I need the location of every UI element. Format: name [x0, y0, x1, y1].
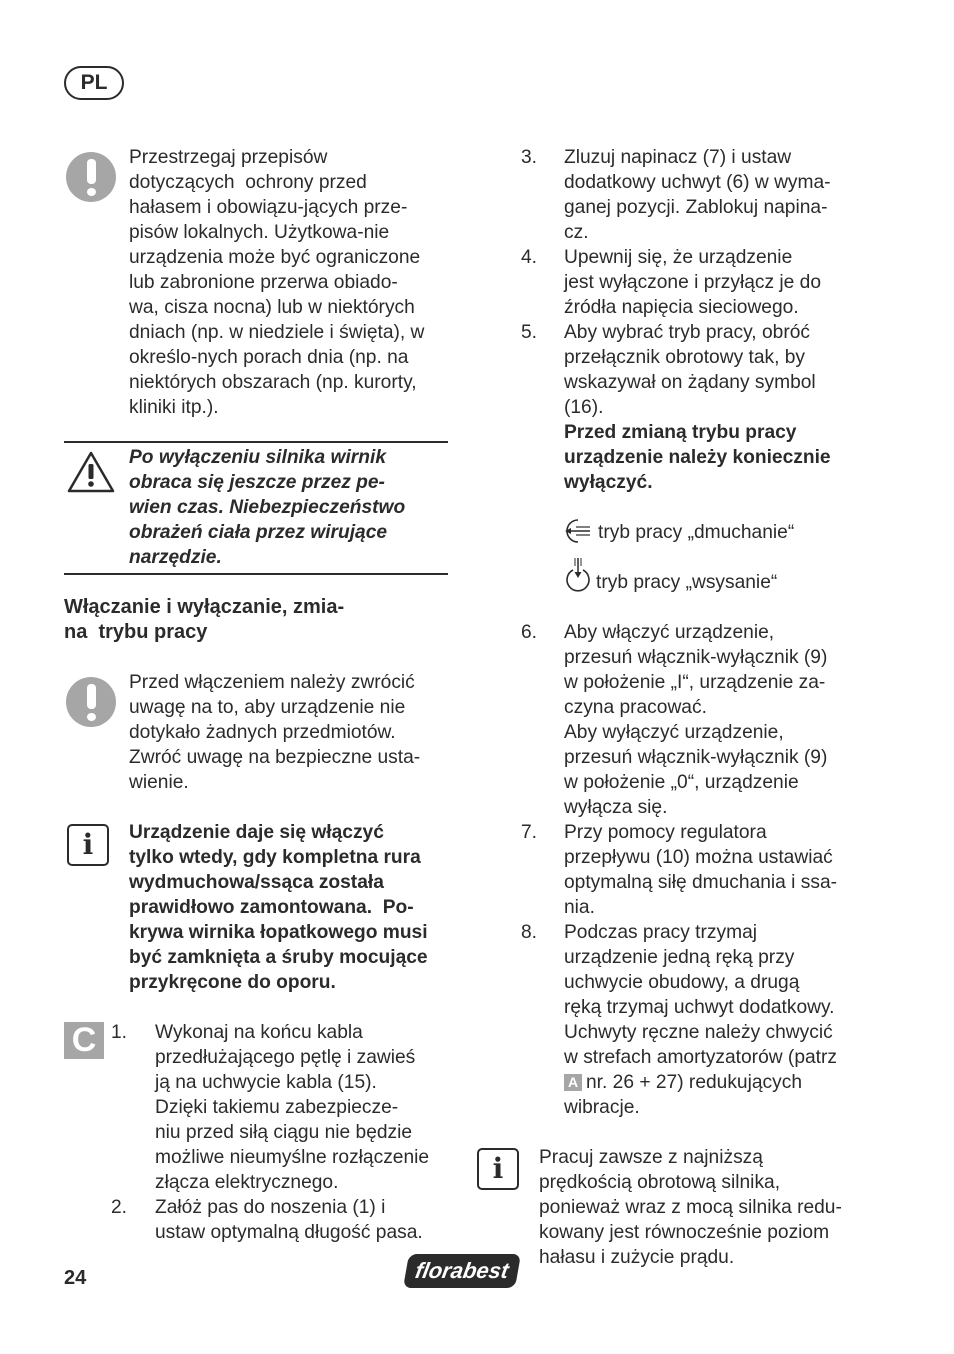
text-line: kowany jest równocześnie poziom [539, 1222, 830, 1243]
text-line: tylko wtedy, gdy kompletna rura [129, 847, 421, 868]
text-line: na trybu pracy [64, 621, 208, 643]
figure-a-badge: A [564, 1074, 582, 1091]
text-line: niu przed siłą ciągu nie będzie [155, 1122, 413, 1143]
text-line: wyłączyć. [564, 472, 653, 493]
warning-triangle-icon [66, 450, 116, 494]
text-line: niektórych obszarach (np. kurorty, [129, 372, 417, 393]
text-line: Podczas pracy trzymaj [564, 922, 757, 943]
text-line: Pracuj zawsze z najniższą [539, 1147, 763, 1168]
text-line: określo-nych porach dnia (np. na [129, 347, 409, 368]
text-line: przełącznik obrotowy tak, by [564, 347, 806, 368]
text-line: uchwycie obudowy, a drugą [564, 972, 800, 993]
text-line: urządzenie jedną ręką przy [564, 947, 795, 968]
step-2-text [155, 1195, 423, 1245]
text-line: (16). [564, 397, 604, 418]
step-5-warning [564, 420, 831, 495]
step-number: 1. [111, 1022, 128, 1043]
text-line: kliniki itp.). [129, 397, 219, 418]
text-line: nia. [564, 897, 595, 918]
step-number: 5. [521, 322, 538, 343]
step-number: 8. [521, 922, 538, 943]
divider-top [64, 441, 448, 443]
step-8-ref-line [564, 1070, 837, 1095]
page-number: 24 [64, 1267, 87, 1289]
brand-logo: florabest [403, 1254, 521, 1288]
text-line: Załóż pas do noszenia (1) i [155, 1197, 386, 1218]
text-line: możliwe nieumyślne rozłączenie [155, 1147, 430, 1168]
text-line: Przestrzegaj przepisów [129, 147, 328, 168]
step-number: 2. [111, 1197, 128, 1218]
text-line: hałasu i zużycie prądu. [539, 1247, 735, 1268]
text-line: przykręcone do oporu. [129, 972, 336, 993]
text-line: cz. [564, 222, 589, 243]
text-line: ręką trzymaj uchwyt dodatkowy. [564, 997, 835, 1018]
text-line: Upewnij się, że urządzenie [564, 247, 793, 268]
text-line: narzędzie. [129, 547, 222, 568]
step-4-text [564, 245, 821, 320]
text-line: dodatkowy uchwyt (6) w wyma- [564, 172, 831, 193]
text-line: pisów lokalnych. Użytkowa-nie [129, 222, 390, 243]
text-line: wyłącza się. [564, 797, 668, 818]
step-number: 6. [521, 622, 538, 643]
text-line: Przed zmianą trybu pracy [564, 422, 797, 443]
text-line: czyna pracować. [564, 697, 707, 718]
text-line: przesuń włącznik-wyłącznik (9) [564, 747, 828, 768]
text-line: dotykało żadnych przedmiotów. [129, 722, 396, 743]
text-line: źródła napięcia sieciowego. [564, 297, 799, 318]
step-6-text [564, 620, 827, 820]
text-line: Przed włączeniem należy zwrócić [129, 672, 415, 693]
step-7-text [564, 820, 837, 920]
step-number: 4. [521, 247, 538, 268]
step-8-text [564, 920, 837, 1120]
step-8-lines [564, 920, 837, 1070]
mode-suck-label: tryb pracy „wsysanie“ [596, 572, 778, 593]
text-line: wskazywał on żądany symbol [564, 372, 816, 393]
language-badge: PL [64, 66, 124, 100]
text-line: przepływu (10) można ustawiać [564, 847, 833, 868]
text-line: prawidłowo zamontowana. Po- [129, 897, 414, 918]
text-line: Aby włączyć urządzenie, [564, 622, 775, 643]
text-line: w strefach amortyzatorów (patrz [564, 1047, 837, 1068]
text-line: być zamknięta a śruby mocujące [129, 947, 428, 968]
text-line: obraca się jeszcze przez pe- [129, 472, 385, 493]
text-line: uwagę na to, aby urządzenie nie [129, 697, 406, 718]
figure-c-label: C [64, 1022, 104, 1059]
text-line: ponieważ wraz z mocą silnika redu- [539, 1197, 842, 1218]
text-line: wa, cisza nocna) lub w niektórych [129, 297, 415, 318]
text-line: wydmuchowa/ssąca została [129, 872, 384, 893]
text-line: lub zabronione przerwa obiado- [129, 272, 398, 293]
text-line: optymalną siłę dmuchania i ssa- [564, 872, 838, 893]
text-line: Aby wybrać tryb pracy, obróć [564, 322, 810, 343]
text-line: przedłużającego pętlę i zawieś [155, 1047, 416, 1068]
suck-mode-icon [564, 556, 592, 594]
text-line: Zluzuj napinacz (7) i ustaw [564, 147, 792, 168]
section-heading [64, 595, 344, 645]
info-assembly-text [129, 820, 428, 995]
divider-bottom [64, 573, 448, 575]
text-line: ustaw optymalną długość pasa. [155, 1222, 423, 1243]
text-line: jest wyłączone i przyłącz je do [564, 272, 822, 293]
text-line: dniach (np. w niedziele i święta), w [129, 322, 425, 343]
mode-blow-label: tryb pracy „dmuchanie“ [598, 522, 795, 543]
text-line: wienie. [129, 772, 189, 793]
text-line: wien czas. Niebezpieczeństwo [129, 497, 406, 518]
step-1-text [155, 1020, 429, 1195]
text-line: urządzenia może być ograniczone [129, 247, 421, 268]
text-line: w położenie „I“, urządzenie za- [564, 672, 826, 693]
text-line: w położenie „0“, urządzenie [564, 772, 799, 793]
text-line: przesuń włącznik-wyłącznik (9) [564, 647, 828, 668]
exclamation-icon [66, 677, 116, 727]
text-line: Wykonaj na końcu kabla [155, 1022, 363, 1043]
text-line: prędkością obrotową silnika, [539, 1172, 781, 1193]
exclamation-icon [66, 152, 116, 202]
text-line: krywa wirnika łopatkowego musi [129, 922, 428, 943]
text-line: dotyczących ochrony przed [129, 172, 367, 193]
step-5-text [564, 320, 816, 420]
text-line: Uchwyty ręczne należy chwycić [564, 1022, 833, 1043]
text-line: Urządzenie daje się włączyć [129, 822, 384, 843]
text-line: Przy pomocy regulatora [564, 822, 767, 843]
note-local-regulations [129, 145, 424, 420]
blow-mode-icon [563, 518, 593, 544]
text-line: hałasem i obowiązu-jących prze- [129, 197, 408, 218]
step-3-text [564, 145, 831, 245]
warning-rotor-text [129, 445, 405, 570]
text-line: Zwróć uwagę na bezpieczne usta- [129, 747, 421, 768]
step-8-last-line: wibracje. [564, 1097, 640, 1118]
text-line: urządzenie należy koniecznie [564, 447, 831, 468]
step-number: 3. [521, 147, 538, 168]
text-line: Dzięki takiemu zabezpiecze- [155, 1097, 399, 1118]
info-icon: i [67, 824, 109, 866]
text-line: złącza elektrycznego. [155, 1172, 339, 1193]
note-safe-placement [129, 670, 420, 795]
text-line: ją na uchwycie kabla (15). [155, 1072, 377, 1093]
step-number: 7. [521, 822, 538, 843]
step-8-ref-text: nr. 26 + 27) redukujących [586, 1072, 802, 1093]
text-line: Włączanie i wyłączanie, zmia- [64, 596, 345, 618]
text-line: Po wyłączeniu silnika wirnik [129, 447, 386, 468]
info-icon: i [477, 1148, 519, 1190]
text-line: Aby wyłączyć urządzenie, [564, 722, 784, 743]
text-line: obrażeń ciała przez wirujące [129, 522, 388, 543]
info-speed-text [539, 1145, 842, 1270]
text-line: ganej pozycji. Zablokuj napina- [564, 197, 828, 218]
